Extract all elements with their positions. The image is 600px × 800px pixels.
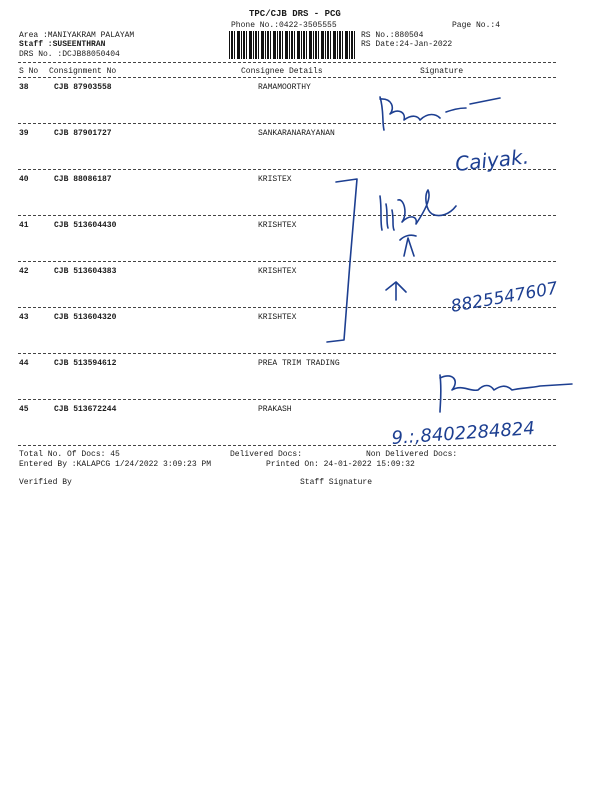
- row-consignment: CJB 513594612: [54, 359, 117, 368]
- arrow-mark: [400, 235, 416, 256]
- area-label: Area :MANIYAKRAM PALAYAM: [19, 31, 135, 40]
- row-sno: 38: [19, 83, 29, 92]
- rs-number: RS No.:880504: [361, 31, 424, 40]
- row-consignee: SANKARANARAYANAN: [258, 129, 335, 138]
- signature-scribble: [380, 190, 456, 230]
- row-consignment: CJB 513672244: [54, 405, 117, 414]
- row-sno: 39: [19, 129, 29, 138]
- row-consignment: CJB 513604320: [54, 313, 117, 322]
- row-sno: 43: [19, 313, 29, 322]
- row-sno: 41: [19, 221, 29, 230]
- row-consignee: KRISHTEX: [258, 221, 297, 230]
- entered-by: Entered By :KALAPCG 1/24/2022 3:09:23 PM: [19, 460, 212, 469]
- row-consignee: PREA TRIM TRADING: [258, 359, 340, 368]
- row-consignee: PRAKASH: [258, 405, 292, 414]
- rs-date: RS Date:24-Jan-2022: [361, 40, 453, 49]
- phone-number: Phone No.:0422-3505555: [231, 21, 337, 30]
- signature-scribble: [380, 97, 500, 130]
- handwritten-phone: 9.:,8402284824: [390, 418, 536, 449]
- row-consignment: CJB 87903558: [54, 83, 112, 92]
- row-sno: 42: [19, 267, 29, 276]
- arrow-mark: [386, 282, 406, 300]
- column-header-signature: Signature: [420, 67, 464, 76]
- handwritten-phone: 8825547607: [449, 278, 560, 317]
- drs-number: DRS No. :DCJB88050404: [19, 50, 120, 59]
- total-docs: Total No. Of Docs: 45: [19, 450, 120, 459]
- row-consignee: RAMAMOORTHY: [258, 83, 311, 92]
- row-consignment: CJB 87901727: [54, 129, 112, 138]
- row-consignment: CJB 513604383: [54, 267, 117, 276]
- non-delivered-docs: Non Delivered Docs:: [366, 450, 458, 459]
- printed-on: Printed On: 24-01-2022 15:09:32: [266, 460, 415, 469]
- staff-label: Staff :SUSEENTHRAN: [19, 40, 106, 49]
- staff-signature-label: Staff Signature: [300, 478, 373, 487]
- row-sno: 45: [19, 405, 29, 414]
- row-sno: 44: [19, 359, 29, 368]
- row-sno: 40: [19, 175, 29, 184]
- delivered-docs: Delivered Docs:: [230, 450, 303, 459]
- document-title: TPC/CJB DRS - PCG: [249, 9, 341, 19]
- page-number: Page No.:4: [452, 21, 501, 30]
- row-consignee: KRISHTEX: [258, 267, 297, 276]
- row-consignee: KRISHTEX: [258, 313, 297, 322]
- verified-by-label: Verified By: [19, 478, 72, 487]
- bracket-mark: [327, 179, 357, 342]
- row-consignee: KRISTEX: [258, 175, 292, 184]
- signature-scribble: [440, 375, 572, 412]
- handwritten-note: Caiyak.: [454, 144, 530, 176]
- column-header-consignee: Consignee Details: [241, 67, 323, 76]
- row-consignment: CJB 88086187: [54, 175, 112, 184]
- column-header-sno: S No: [19, 67, 39, 76]
- row-consignment: CJB 513604430: [54, 221, 117, 230]
- column-header-consignment: Consignment No: [49, 67, 117, 76]
